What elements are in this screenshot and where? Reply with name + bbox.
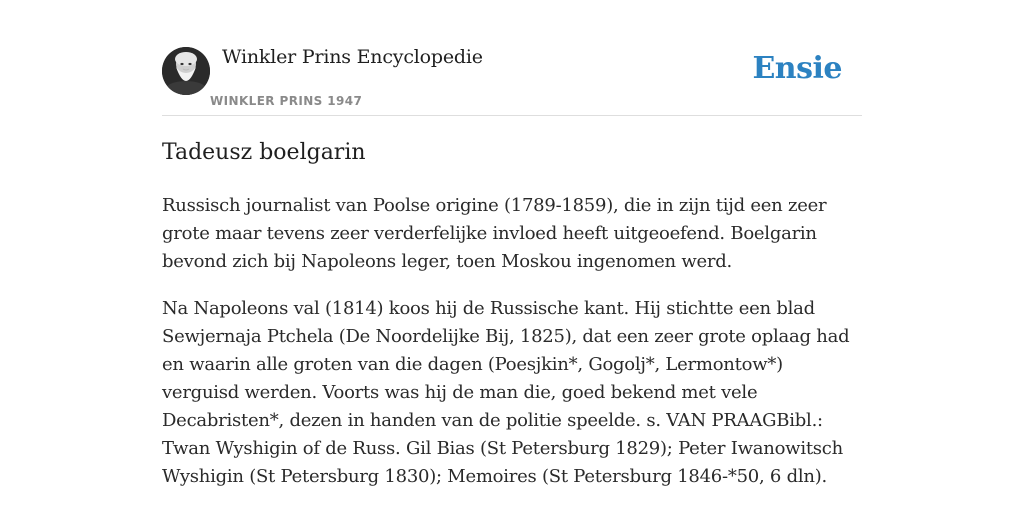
ensie-logo[interactable]: Ensie <box>752 51 842 86</box>
article-title: Tadeusz boelgarin <box>162 140 366 165</box>
site-title[interactable]: Winkler Prins Encyclopedie <box>222 46 483 68</box>
content-container <box>162 0 862 487</box>
article-paragraph: Russisch journalist van Poolse origine (1789-1859), die in zijn tijd een zeer grote maar tevens zeer verderfelijke invloed heeft uitgeoefend. Boelgarin bevond zich bij Napoleons leger, toen Moskou ingenomen werd. <box>162 195 827 272</box>
article-paragraph: Na Napoleons val (1814) koos hij de Russische kant. Hij stichtte een blad Sewjernaja Ptchela (De Noordelijke Bij, 1825), dat een zeer grote oplaag had en waarin alle groten van die dagen (Poesjkin*, Gogolj*, Lermontow*) verguisd werden. Voorts was hij de man die, goed bekend met vele Decabristen*, dezen in handen van de politie speelde. s. VAN PRAAGBibl.: Twan Wyshigin of de Russ. Gil Bias (St Petersburg 1829); Peter Iwanowitsch Wyshigin (St Petersburg 1830); Memoires (St Petersburg 1846-*50, 6 dln). <box>162 298 850 487</box>
article-body <box>162 192 864 510</box>
bearded-man-portrait-icon[interactable] <box>162 47 210 95</box>
site-header <box>162 0 862 116</box>
site-subtitle[interactable]: WINKLER PRINS 1947 <box>210 94 363 108</box>
